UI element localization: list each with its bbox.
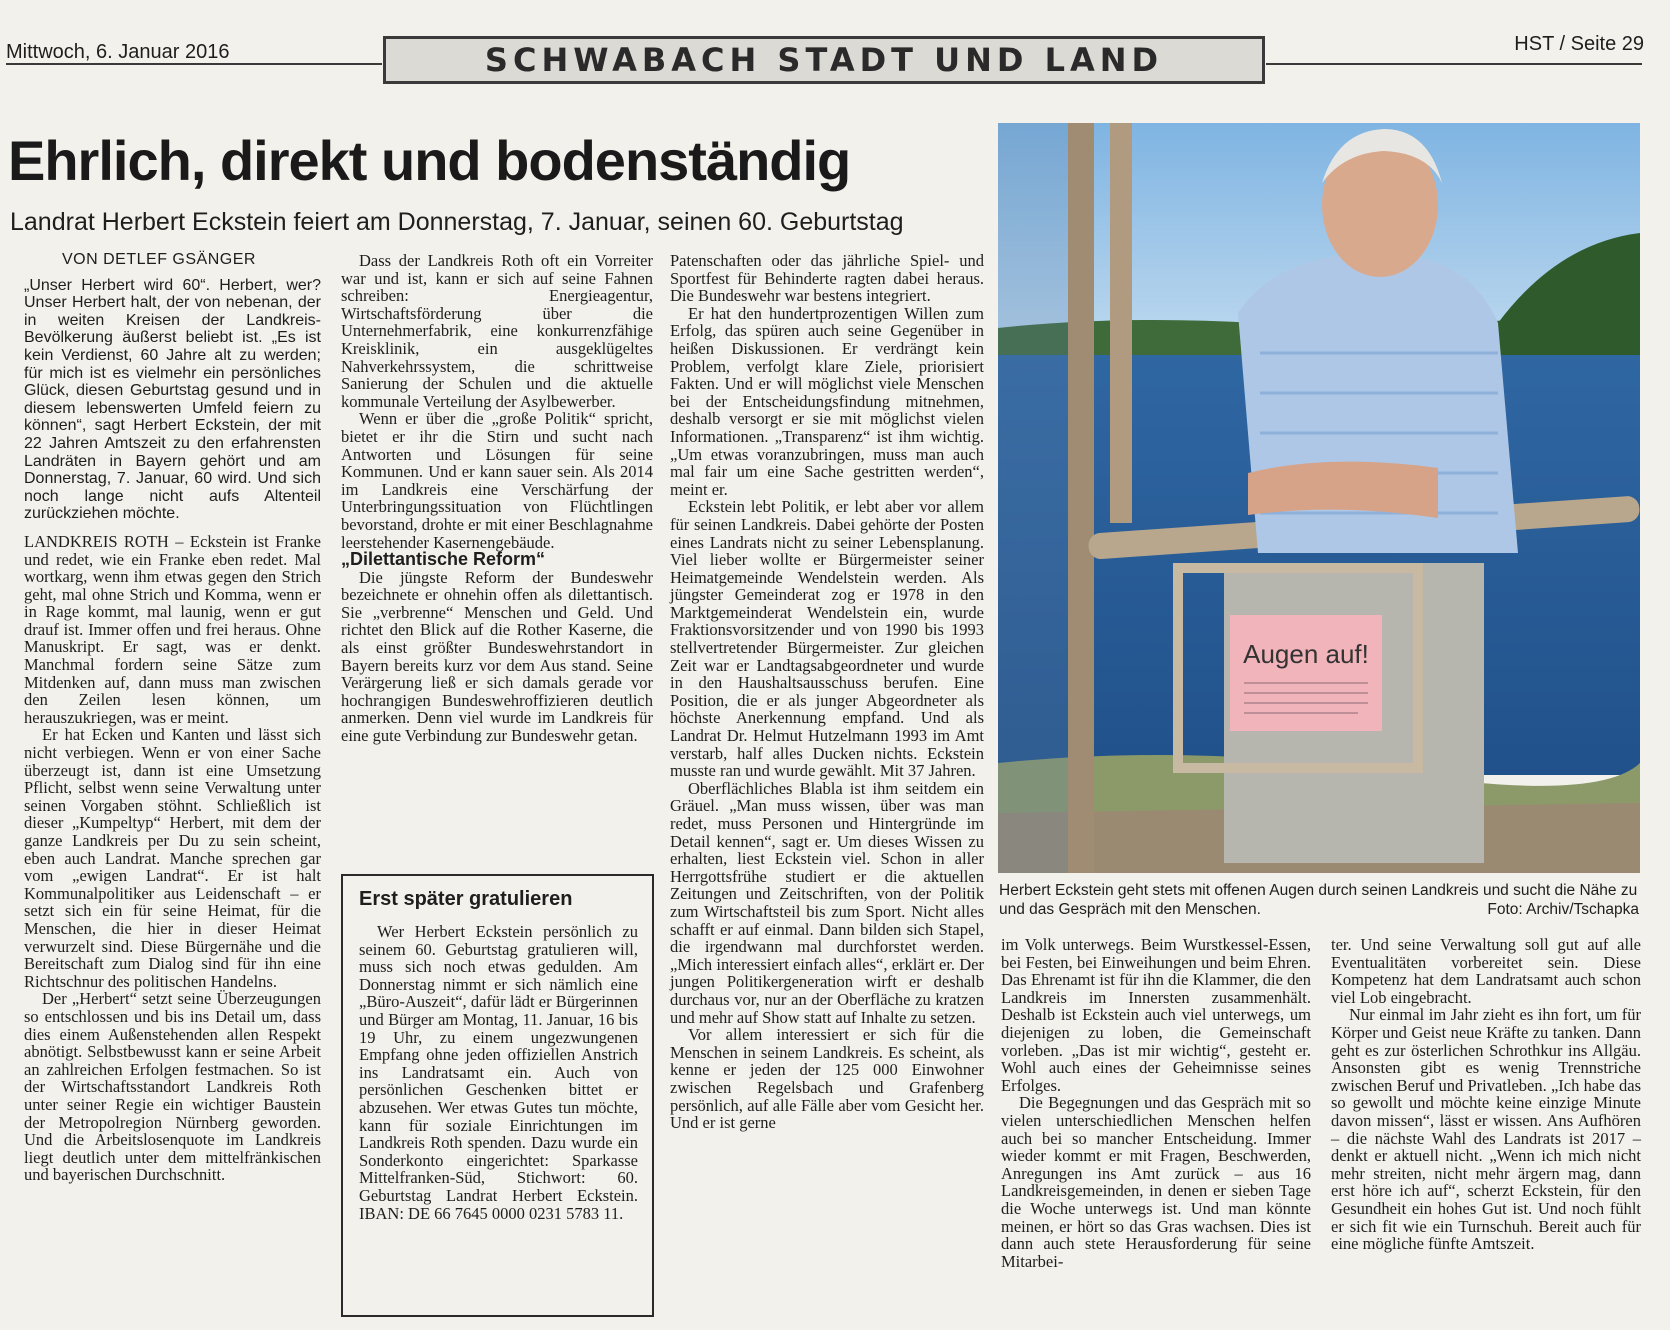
paragraph: im Volk unterwegs. Beim Wurstkessel-Essen, bei Festen, bei Einweihungen und beim Ehren. Das Ehrenamt ist für ihn die Klammer, die den Landkreis im Innersten zusammenhält. Deshalb ist Eckstein auch viel unterwegs, um diejenigen zu loben, die Gemeinschaft vorleben. „Das ist mir wichtig“, gesteht er. Wohl auch eines der Geheimnisse seines Erfolges. bbox=[1001, 935, 1311, 1095]
subtitle: „Dilettantische Reform“ bbox=[341, 549, 546, 570]
lake-scene-image bbox=[998, 123, 1640, 873]
header-rule-right bbox=[1266, 63, 1642, 65]
paragraph: Der „Herbert“ setzt seine Überzeugungen so entschlossen und bis ins Detail um, dass dies einem Außenstehenden allen Respekt abnötigt. Selbstbewusst kann er seine Arbeit an zahlreichen Erfolgen festmachen. So ist der Wirtschaftsstandort Landkreis Roth unter seiner Regie ein wichtiger Baustein der Metropolregion Nürnberg geworden. Und die Arbeitslosenquote im Landkreis liegt deutlich unter dem mittelfränkischen und bayerischen Durchschnitt. bbox=[24, 989, 321, 1185]
photo-caption bbox=[999, 881, 1639, 919]
lead-paragraph: „Unser Herbert wird 60“. Herbert, wer? Unser Herbert halt, der von nebenan, der in weiten Kreisen der Landkreis-Bevölkerung äußerst beliebt ist. „Es ist kein Verdienst, 60 Jahre alt zu werden; für mich ist es vielmehr ein persönliches Glück, diesen Geburtstag gesund und in diesem lebenswerten Umfeld feiern zu können“, sagt Herbert Eckstein, der mit 22 Jahren Amtszeit zu den erfahrensten Landräten in Bayern gehört und am Donnerstag, 7. Januar, 60 wird. Und sich noch lange nicht aufs Altenteil zurückziehen möchte. bbox=[24, 276, 321, 523]
column-5 bbox=[1331, 936, 1641, 1253]
paragraph: Patenschaften oder das jährliche Spiel- und Sportfest für Behinderte ragten dabei heraus. Die Bundeswehr war bestens integriert. bbox=[670, 251, 984, 306]
section-banner bbox=[383, 36, 1265, 84]
paragraph: Eckstein lebt Politik, er lebt aber vor allem für seinen Landkreis. Dabei gehörte der Posten eines Landrats nicht zu seiner Lebensplanung. Viel lieber wollte er Bürgermeister seiner Heimatgemeinde Wendelstein werden. Als jüngster Gemeinderat zog er 1978 in den Marktgemeinderat Wendelstein ein, wurde Fraktionsvorsitzender und von 1990 bis 1993 stellvertretender Bürgermeister. Zur gleichen Zeit war er Landtagsabgeordneter und wurde in den Haushaltsausschuss berufen. Eine Position, die er als junger Abgeordneter als höchste Anerkennung empfand. Und als Landrat Dr. Helmut Hutzelmann 1993 im Amt verstarb, half alles Ducken nichts. Eckstein musste ran und wurde gewählt. Mit 37 Jahren. bbox=[670, 497, 984, 781]
info-box bbox=[341, 874, 654, 1317]
column-3 bbox=[670, 252, 984, 1132]
portrait-photo bbox=[998, 123, 1640, 873]
header-rule-left bbox=[6, 63, 382, 65]
paragraph: Wenn er über die „große Politik“ spricht, bietet er ihr die Stirn und sucht nach Antworten und Lösungen für seine Kommunen. Und er kann sauer sein. Als 2014 im Landkreis eine Verschärfung der Unterbringungssituation von Flüchtlingen bevorstand, drohte er mit einer Beschlagnahme leerstehender Kasernengebäude. bbox=[341, 409, 653, 552]
subheadline: Landrat Herbert Eckstein feiert am Donnerstag, 7. Januar, seinen 60. Geburtstag bbox=[10, 208, 904, 236]
headline: Ehrlich, direkt und bodenständig bbox=[8, 129, 851, 192]
page-number: HST / Seite 29 bbox=[1514, 33, 1644, 55]
paragraph: Die jüngste Reform der Bundeswehr bezeichnete er ohnehin offen als dilettantisch. Sie „verbrenne“ Menschen und Geld. Und richtet den Blick auf die Rother Kaserne, die als einst größter Bundeswehrstandort in Bayern bereits kurz vor dem Aus stand. Seine Verärgerung ließ er sich damals gerade vor hochrangigen Bundeswehroffizieren deutlich anmerken. Denn viel wurde im Landkreis für eine gute Verbindung zur Bundeswehr getan. bbox=[341, 567, 653, 746]
paragraph: LANDKREIS ROTH – Eckstein ist Franke und redet, wie ein Franke eben redet. Mal wortkarg, wenn ihm etwas gegen den Strich geht, mal ohne Strich und Komma, wenn er in Rage kommt, mal launig, wenn er gut drauf ist. Immer offen und frei heraus. Ohne Manuskript. Er sagt, was er denkt. Manchmal fordern seine Sätze zum Mitdenken auf, dann muss man zwischen den Zeilen lesen können, um herauszukriegen, was er meint. bbox=[24, 531, 321, 727]
caption-text: Herbert Eckstein geht stets mit offenen Augen durch seinen Landkreis und sucht die Nähe zu und das Gespräch mit den Menschen. bbox=[999, 882, 1638, 918]
paragraph: Nur einmal im Jahr zieht es ihn fort, um für Körper und Geist neue Kräfte zu tanken. Dann geht es zur österlichen Schrothkur ins Allgäu. Ansonsten gibt es wenig Trennstriche zwischen Beruf und Privatleben. „Ich habe das so gewollt und möchte keine einzige Minute davon missen“, lässt er wissen. Ans Aufhören – die nächste Wahl des Landrats ist 2017 – denkt er aktuell nicht. „Wenn ich mich nicht mehr streiten, nicht mehr ärgern mag, dann erst höre ich auf“, scherzt Eckstein, für den Gesundheit ein hohes Gut ist. Und noch fühlt er sich fit wie ein Turnschuh. Bereit auch für eine mögliche fünfte Amtszeit. bbox=[1331, 1005, 1641, 1254]
column-4 bbox=[1001, 936, 1311, 1270]
section-title: SCHWABACH STADT UND LAND bbox=[484, 41, 1164, 79]
paragraph: Er hat den hundertprozentigen Willen zum Erfolg, das spüren auch seine Gegenüber in heißen Diskussionen. Er verdrängt kein Problem, verfolgt klare Ziele, priorisiert Fakten. Und er will möglichst viele Menschen bei der Entscheidungsfindung mitnehmen, deshalb versorgt er sie mit möglichst vielen Informationen. „Transparenz“ ist ihm wichtig. „Um etwas voranzubringen, muss man auch mal fair um eine Sache gestritten werden“, meint er. bbox=[670, 303, 984, 499]
sign-text: Augen auf! bbox=[1243, 639, 1369, 669]
paragraph: Die Begegnungen und das Gespräch mit so vielen unterschiedlichen Menschen helfen auch bei so mancher Entscheidung. Immer wieder kommt er mit Fragen, Beschwerden, Anregungen ins Amt zurück – aus 16 Landkreisgemeinden, in denen er sieben Tage die Woche unterwegs ist. Und man könnte meinen, er hört so das Gras wachsen. Dies ist dann auch stete Herausforderung für seine Mitarbei- bbox=[1001, 1093, 1311, 1271]
paragraph: ter. Und seine Verwaltung soll gut auf alle Eventualitäten vorbereitet sein. Diese Kompetenz hat dem Landratsamt auch schon viel Lob eingebracht. bbox=[1331, 935, 1641, 1007]
photo-credit: Foto: Archiv/Tschapka bbox=[1487, 901, 1639, 918]
paragraph: Oberflächliches Blabla ist ihm seitdem ein Gräuel. „Man muss wissen, über was man redet, muss Personen und Hintergründe im Detail kennen“, sagt er. Um dieses Wissen zu erhalten, liest Eckstein viel. Schon in aller Herrgottsfrühe studiert er die aktuellen Zeitungen und Zeitschriften, von der Politik zum Wirtschaftsteil bis zum Sport. Nicht alles schafft er auf einmal. Dann bilden sich Stapel, die irgendwann mal durchforstet werden. „Mich interessiert einfach alles“, erklärt er. Der jungen Politikergeneration wirft er deshalb durchaus vor, nur an der Oberfläche zu kratzen und mehr auf Show statt auf Inhalte zu setzen. bbox=[670, 778, 984, 1027]
paragraph: Er hat Ecken und Kanten und lässt sich nicht verbiegen. Wenn er von einer Sache überzeugt ist, dann ist eine Umsetzung Pflicht, selbst wenn seine Verwaltung unter seinen Vorgaben stöhnt. Schließlich ist dieser „Kumpeltyp“ Herbert, mit dem der ganze Landkreis per Du zu sein scheint, eben auch Landrat. Manche sprechen gar vom „ewigen Landrat“. Er ist halt Kommunalpolitiker aus Leidenschaft – er setzt sich ein für seine Heimat, für die Menschen, die hier in dieser Heimat verwurzelt sind. Diese Bürgernähe und die Bereitschaft zum Dialog sind für ihn eine Richtschnur des politischen Handelns. bbox=[24, 725, 321, 991]
byline: VON DETLEF GSÄNGER bbox=[62, 251, 256, 268]
column-2 bbox=[341, 252, 653, 745]
paragraph: Dass der Landkreis Roth oft ein Vorreiter war und ist, kann er sich auf seine Fahnen schreiben: Energieagentur, Wirtschaftsförderung über die Unternehmerfabrik, eine konkurrenzfähige Kreisklinik, ein ausgeklügeltes Nahverkehrssystem, die schrittweise Sanierung der Schulen und die aktuelle kommunale Verteilung der Asylbewerber. bbox=[341, 251, 653, 411]
info-box-text: Wer Herbert Eckstein persönlich zu seinem 60. Geburtstag gratulieren will, muss sich noch etwas gedulden. Am Donnerstag nimmt er sich nämlich eine „Büro-Auszeit“, dafür lädt er Bürgerinnen und Bürger am Montag, 11. Januar, 16 bis 19 Uhr, zu einem ungezwungenen Empfang ohne jeden offiziellen Anstrich ins Landratsamt ein. Auch von persönlichen Geschenken bittet er abzusehen. Wer etwas Gutes tun möchte, kann für soziale Einrichtungen im Landkreis Roth spenden. Dazu wurde ein Sonderkonto eingerichtet: Sparkasse Mittelfranken-Süd, Stichwort: 60. Geburtstag Landrat Herbert Eckstein. IBAN: DE 66 7645 0000 0231 5783 11. bbox=[359, 922, 638, 1223]
issue-date: Mittwoch, 6. Januar 2016 bbox=[6, 41, 230, 63]
paragraph: Vor allem interessiert er sich für die Menschen in seinem Landkreis. Es scheint, als kenne er jeden der 125 000 Einwohner zwischen Regelsbach und Grafenberg persönlich, auf alle Fälle aber vom Gesicht her. Und er ist gerne bbox=[670, 1025, 984, 1133]
column-1 bbox=[24, 251, 321, 1184]
info-box-title: Erst später gratulieren bbox=[359, 888, 573, 910]
